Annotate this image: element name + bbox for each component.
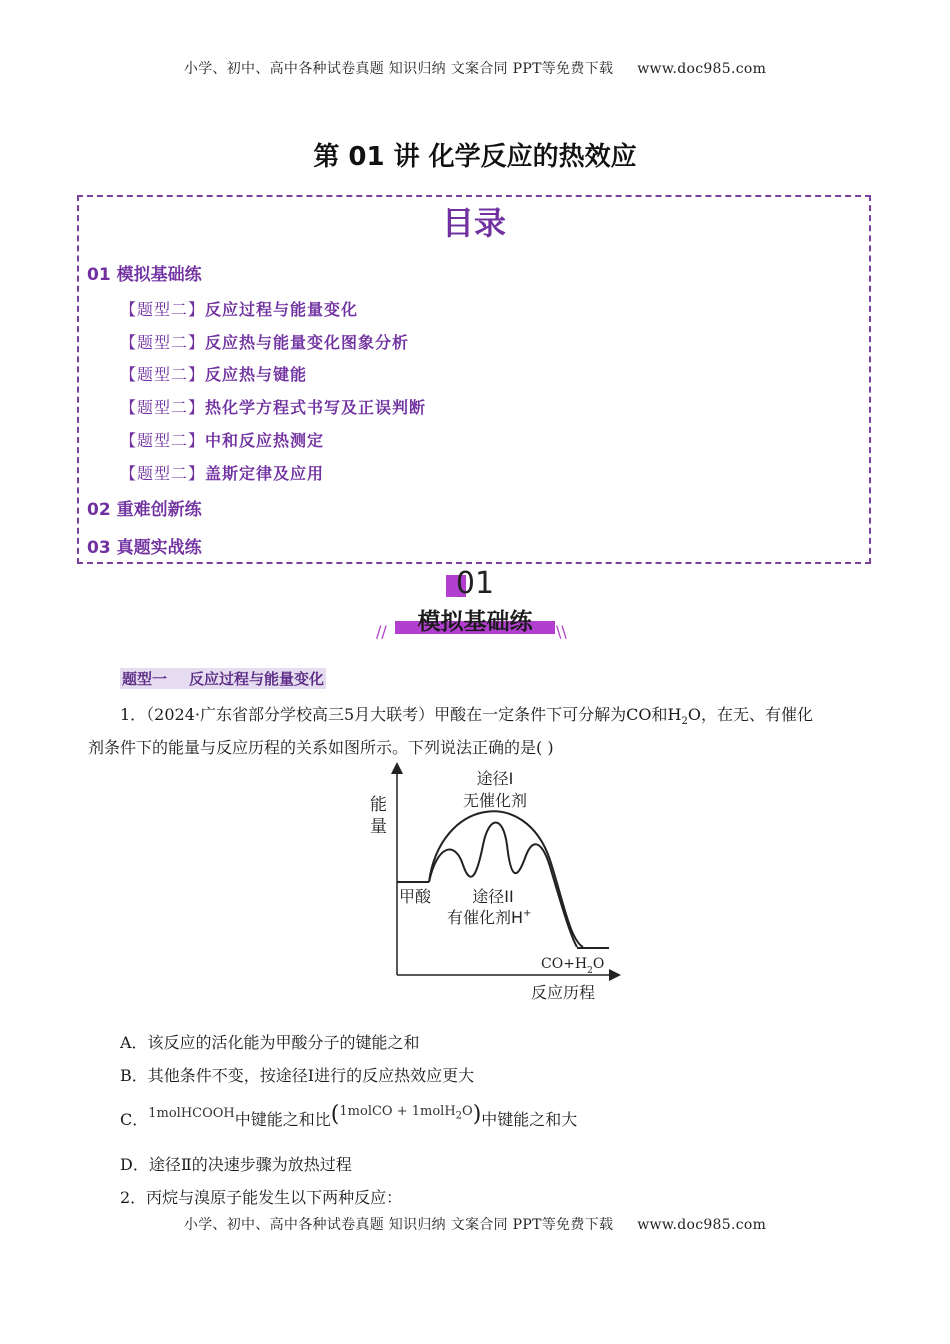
question-1-line-2: 剂条件下的能量与反应历程的关系如图所示。下列说法正确的是( )	[88, 738, 554, 757]
page-title: 第 01 讲 化学反应的热效应	[313, 142, 637, 172]
y-label-2: 量	[370, 817, 387, 837]
banner-right-slashes: \\	[556, 622, 567, 640]
toc-section-1[interactable]: 01 模拟基础练	[87, 265, 202, 285]
header-text: 小学、初中、高中各种试卷真题 知识归纳 文案合同 PPT等免费下载	[183, 61, 614, 77]
y-label-1: 能	[370, 795, 387, 815]
banner-label: 模拟基础练	[417, 609, 533, 635]
q1-text-b: O，在无、有催化	[687, 705, 813, 724]
reactant-label: 甲酸	[399, 887, 432, 906]
option-d: D．途径Ⅱ的决速步骤为放热过程	[120, 1155, 352, 1174]
toc-item-tag: 【题型二】	[120, 300, 206, 319]
product-label: $CO+H_2O$	[541, 956, 605, 976]
path-i-label-a: 途径I	[476, 769, 514, 788]
toc-item-tag: 【题型二】	[120, 333, 206, 352]
toc-heading: 目录	[441, 204, 506, 242]
toc-item-text: 反应热与能量变化图象分析	[205, 333, 410, 352]
question-1-line-1	[120, 702, 813, 727]
banner-number: 01	[455, 566, 495, 601]
footer-url[interactable]: www.doc985.com	[637, 1217, 767, 1233]
banner-left-slashes: //	[376, 622, 387, 640]
page-header	[0, 58, 950, 78]
toc-item-tag: 【题型二】	[120, 398, 206, 417]
toc-item[interactable]	[120, 428, 324, 451]
toc-item-text: 盖斯定律及应用	[205, 464, 325, 483]
q1-sub: 2	[681, 716, 688, 728]
footer-text: 小学、初中、高中各种试卷真题 知识归纳 文案合同 PPT等免费下载	[183, 1217, 614, 1233]
type-label-prefix: 题型一	[122, 670, 168, 688]
x-label: 反应历程	[530, 983, 596, 1002]
toc-item-text: 反应热与键能	[205, 365, 308, 384]
toc-item-text: 反应过程与能量变化	[205, 300, 359, 319]
section-banner	[370, 565, 580, 640]
path-i-label-b: 无催化剂	[462, 791, 528, 810]
option-c-prefix: C．	[120, 1110, 149, 1129]
page-footer	[0, 1214, 950, 1234]
header-url[interactable]: www.doc985.com	[637, 61, 767, 77]
toc-item-tag: 【题型二】	[120, 431, 206, 450]
toc-item-text: 热化学方程式书写及正误判断	[205, 398, 427, 417]
option-c-formula-2-sub: 2	[455, 1110, 463, 1122]
path-ii-label-a: 途径II	[472, 887, 514, 906]
toc-item[interactable]	[120, 330, 409, 353]
toc-item[interactable]	[120, 461, 324, 484]
option-a: A．该反应的活化能为甲酸分子的键能之和	[120, 1033, 420, 1052]
toc-item[interactable]	[120, 395, 426, 418]
path-ii-label-b: 有催化剂H+	[447, 908, 532, 927]
option-c-suffix: 中键能之和大	[481, 1110, 578, 1129]
type-label-text: 反应过程与能量变化	[189, 670, 325, 688]
type-label	[120, 668, 326, 689]
toc-item-tag: 【题型二】	[120, 365, 206, 384]
toc-item[interactable]	[120, 297, 358, 320]
option-c-formula-2b: O	[462, 1104, 473, 1119]
option-c-mid: 中键能之和比	[234, 1110, 331, 1129]
toc-item-tag: 【题型二】	[120, 464, 206, 483]
q1-text-a: 1．（2024·广东省部分学校高三5月大联考）甲酸在一定条件下可分解为CO和H	[120, 705, 682, 724]
option-c-formula-1: 1molHCOOH	[148, 1106, 235, 1121]
option-c: C．1molHCOOH中键能之和比($^{1molCO + 1molH_2O}$)中键能之和大	[120, 1102, 578, 1129]
toc-section-3[interactable]: 03 真题实战练	[87, 538, 202, 558]
option-c-formula-2a: 1molCO + 1molH	[339, 1104, 456, 1119]
option-b: B．其他条件不变，按途径Ⅰ进行的反应热效应更大	[120, 1066, 475, 1085]
toc-section-2[interactable]: 02 重难创新练	[87, 500, 202, 520]
path-ii-curve	[429, 823, 577, 948]
toc-item[interactable]	[120, 362, 307, 385]
energy-diagram	[365, 760, 625, 1010]
question-2: 2．丙烷与溴原子能发生以下两种反应：	[120, 1188, 403, 1207]
toc-item-text: 中和反应热测定	[205, 431, 325, 450]
